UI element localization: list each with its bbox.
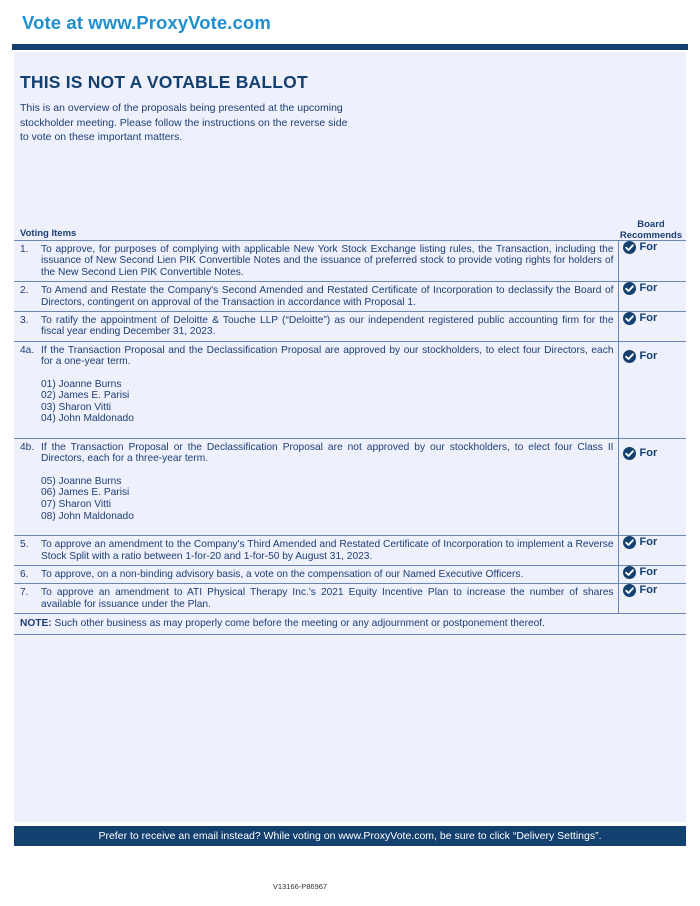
item-number: 7. xyxy=(14,584,41,614)
item-number: 4a. xyxy=(14,341,41,438)
nominee-list xyxy=(41,476,614,522)
item-recommendation xyxy=(618,241,686,282)
recommendation-label: For xyxy=(639,240,658,253)
check-circle-icon xyxy=(623,536,636,549)
item-recommendation xyxy=(618,341,686,438)
nominee-list xyxy=(41,379,614,425)
check-circle-icon xyxy=(623,241,636,254)
voting-item-row xyxy=(14,536,686,566)
item-number: 3. xyxy=(14,312,41,342)
nominee: 03) Sharon Vitti xyxy=(41,401,112,413)
recommendation-label: For xyxy=(639,446,658,459)
item-description: If the Transaction Proposal and the Declassification Proposal are approved by our stockholders, to elect four Directors, each for a one-year term. xyxy=(41,344,614,368)
check-circle-icon xyxy=(623,566,636,579)
item-text: To approve an amendment to ATI Physical Therapy Inc.'s 2021 Equity Incentive Plan to increase the number of shares available for issuance under the Plan. xyxy=(41,584,618,614)
note xyxy=(14,614,686,634)
item-recommendation xyxy=(618,566,686,584)
item-number: 4b. xyxy=(14,439,41,536)
voting-item-row xyxy=(14,439,686,536)
item-recommendation xyxy=(618,282,686,312)
nominee: 07) Sharon Vitti xyxy=(41,499,112,511)
voting-items-table xyxy=(14,240,686,635)
item-recommendation xyxy=(618,439,686,536)
voting-item-row xyxy=(14,241,686,282)
check-circle-icon xyxy=(623,350,636,363)
voting-item-row xyxy=(14,312,686,342)
item-recommendation xyxy=(618,312,686,342)
check-circle-icon xyxy=(623,584,636,597)
recommendation-label: For xyxy=(639,565,658,578)
voting-item-row xyxy=(14,584,686,614)
item-recommendation xyxy=(618,584,686,614)
ballot-title: THIS IS NOT A VOTABLE BALLOT xyxy=(20,72,308,92)
recommendation-label: For xyxy=(639,584,658,597)
voting-item-row xyxy=(14,282,686,312)
note-label: NOTE: xyxy=(20,618,52,630)
item-number: 1. xyxy=(14,241,41,282)
item-text: To Amend and Restate the Company's Second Amended and Restated Certificate of Incorporation to declassify the Board of Directors, contingent on approval of the Transaction in accordance with Proposal 1. xyxy=(41,282,618,312)
footer-banner: Prefer to receive an email instead? While voting on www.ProxyVote.com, be sure to click “Delivery Settings”. xyxy=(14,826,686,846)
item-number: 5. xyxy=(14,536,41,566)
header-rule xyxy=(12,44,688,50)
item-description: If the Transaction Proposal or the Declassification Proposal are not approved by our stockholders, to elect four Class II Directors, each for a three-year term. xyxy=(41,442,614,465)
item-text: To ratify the appointment of Deloitte & Touche LLP (“Deloitte”) as our independent registered public accounting firm for the fiscal year ending December 31, 2023. xyxy=(41,312,618,342)
nominee: 02) James E. Parisi xyxy=(41,390,130,402)
recommendation-label: For xyxy=(639,536,658,549)
intro-text: This is an overview of the proposals being presented at the upcoming stockholder meeting. Please follow the instructions on the reverse side to vote on these important matters. xyxy=(20,102,348,143)
item-text xyxy=(41,341,618,438)
board-recommends-header: Board Recommends xyxy=(619,219,683,241)
item-number: 2. xyxy=(14,282,41,312)
item-text: To approve, for purposes of complying with applicable New York Stock Exchange listing rules, the Transaction, including the issuance of New Second Lien PIK Convertible Notes and the issuance of preferred stock to provide voting rights for holders of the New Second Lien PIK Convertible Notes. xyxy=(41,241,618,282)
item-number: 6. xyxy=(14,566,41,584)
item-text: To approve, on a non-binding advisory basis, a vote on the compensation of our Named Executive Officers. xyxy=(41,566,618,584)
voting-item-row xyxy=(14,566,686,584)
recommendation-label: For xyxy=(639,282,658,295)
document-code: V13166-P86967 xyxy=(272,882,328,891)
voting-items-header: Voting Items xyxy=(20,228,77,239)
check-circle-icon xyxy=(623,282,636,295)
check-circle-icon xyxy=(623,447,636,460)
item-text: To approve an amendment to the Company's Third Amended and Restated Certificate of Incorporation to implement a Reverse Stock Split with a ratio between 1-for-20 and 1-for-50 by August 31, 2023. xyxy=(41,536,618,566)
header-title[interactable]: Vote at www.ProxyVote.com xyxy=(22,12,271,33)
recommendation-label: For xyxy=(639,349,658,362)
item-recommendation xyxy=(618,536,686,566)
voting-item-row xyxy=(14,341,686,438)
item-text xyxy=(41,439,618,536)
check-circle-icon xyxy=(623,312,636,325)
nominee: 01) Joanne Burns xyxy=(41,378,122,390)
nominee: 08) John Maldonado xyxy=(41,510,134,522)
note-text: Such other business as may properly come before the meeting or any adjournment or postponement thereof. xyxy=(54,618,545,630)
recommendation-label: For xyxy=(639,311,658,324)
nominee: 04) John Maldonado xyxy=(41,413,134,425)
nominee: 05) Joanne Burns xyxy=(41,475,122,487)
nominee: 06) James E. Parisi xyxy=(41,487,130,499)
note-row xyxy=(14,614,686,634)
